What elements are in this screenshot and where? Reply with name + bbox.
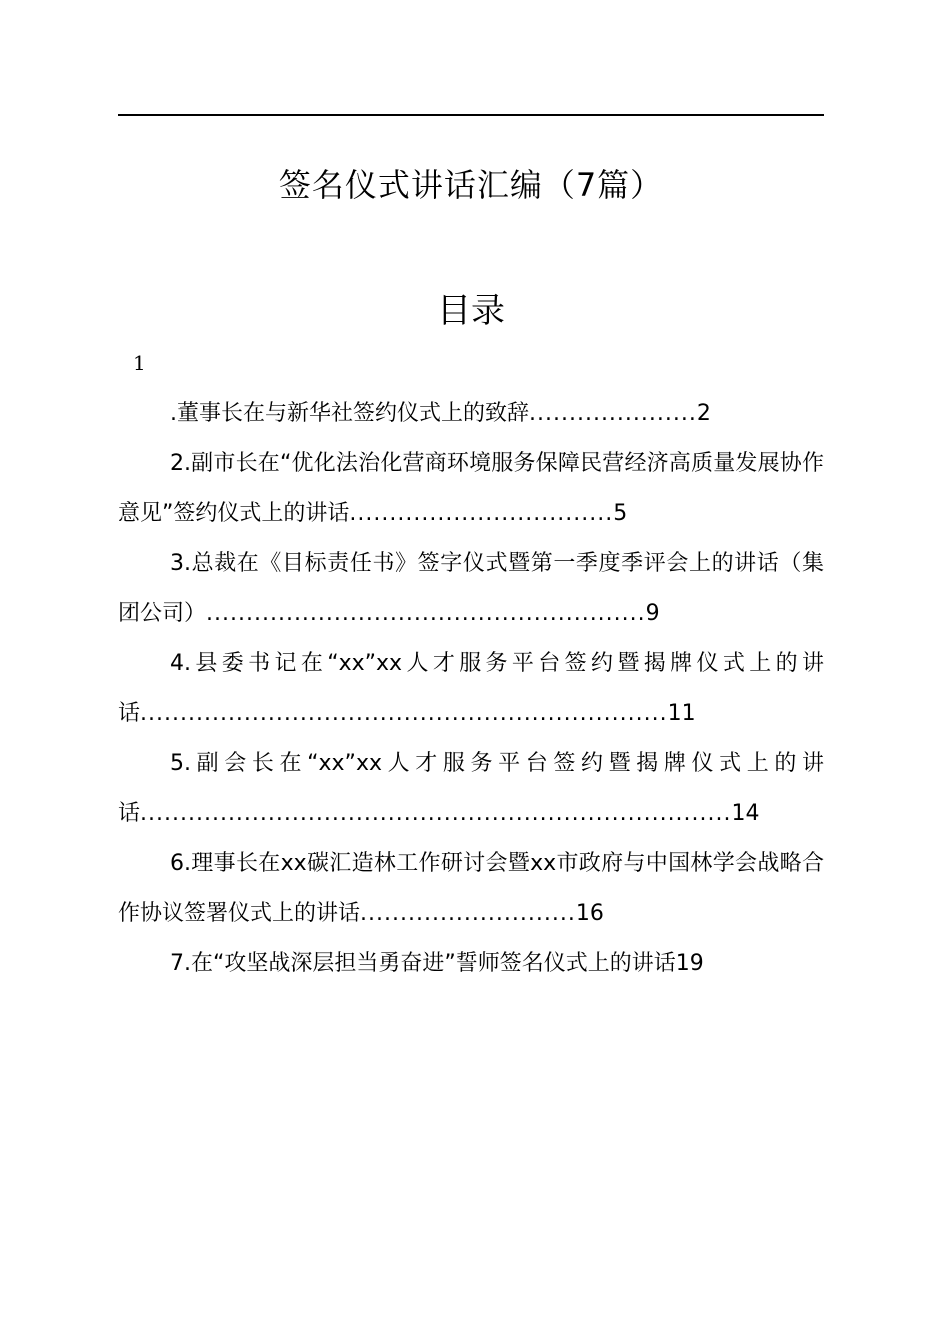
toc-page-number: 11 xyxy=(667,701,696,726)
toc-entry-title: 5.副会长在“xx”xx人才服务平台签约暨揭牌仪式上的讲话 xyxy=(118,751,824,826)
toc-entry-title: 4.县委书记在“xx”xx人才服务平台签约暨揭牌仪式上的讲话 xyxy=(118,651,824,726)
toc-entry-4[interactable] xyxy=(118,639,824,739)
toc-entry-5[interactable] xyxy=(118,739,824,839)
toc-page-number: 19 xyxy=(675,951,704,976)
toc-entry-title: 3.总裁在《目标责任书》签字仪式暨第一季度季评会上的讲话（集团公司） xyxy=(118,551,824,626)
toc-dot-leader: .................................................................. xyxy=(140,701,668,726)
toc-entry-7[interactable] xyxy=(118,939,824,989)
toc-dot-leader: .......................................................................... xyxy=(140,801,732,826)
toc-page-number: 5 xyxy=(613,501,628,526)
document-title: 签名仪式讲话汇编（7篇） xyxy=(278,166,664,204)
toc-entry-title: 6.理事长在xx碳汇造林工作研讨会暨xx市政府与中国林学会战略合作协议签署仪式上的讲话 xyxy=(118,851,824,926)
header-rule xyxy=(118,114,824,116)
toc-entry-title: 2.副市长在“优化法治化营商环境服务保障民营经济高质量发展协作意见”签约仪式上的讲话 xyxy=(118,451,824,526)
toc-page-number: 14 xyxy=(731,801,760,826)
toc-entry-2[interactable] xyxy=(118,439,824,539)
toc-dot-leader: ....................................................... xyxy=(206,601,646,626)
toc-page-number: 9 xyxy=(645,601,660,626)
toc-entry-6[interactable] xyxy=(118,839,824,939)
toc-dot-leader: ................................. xyxy=(349,501,614,526)
toc-entry-title: .董事长在与新华社签约仪式上的致辞 xyxy=(170,401,529,426)
toc-stray-number: 1 xyxy=(133,351,146,375)
toc-page-number: 2 xyxy=(696,401,711,426)
toc-page-number: 16 xyxy=(575,901,604,926)
toc-entry-3[interactable] xyxy=(118,539,824,639)
toc-heading: 目录 xyxy=(437,291,505,331)
toc-entry-1[interactable] xyxy=(118,389,824,439)
toc-dot-leader: ........................... xyxy=(360,901,576,926)
toc-entry-title: 7.在“攻坚战深层担当勇奋进”誓师签名仪式上的讲话 xyxy=(170,951,676,976)
toc-dot-leader: ..................... xyxy=(529,401,697,426)
table-of-contents xyxy=(118,389,824,989)
